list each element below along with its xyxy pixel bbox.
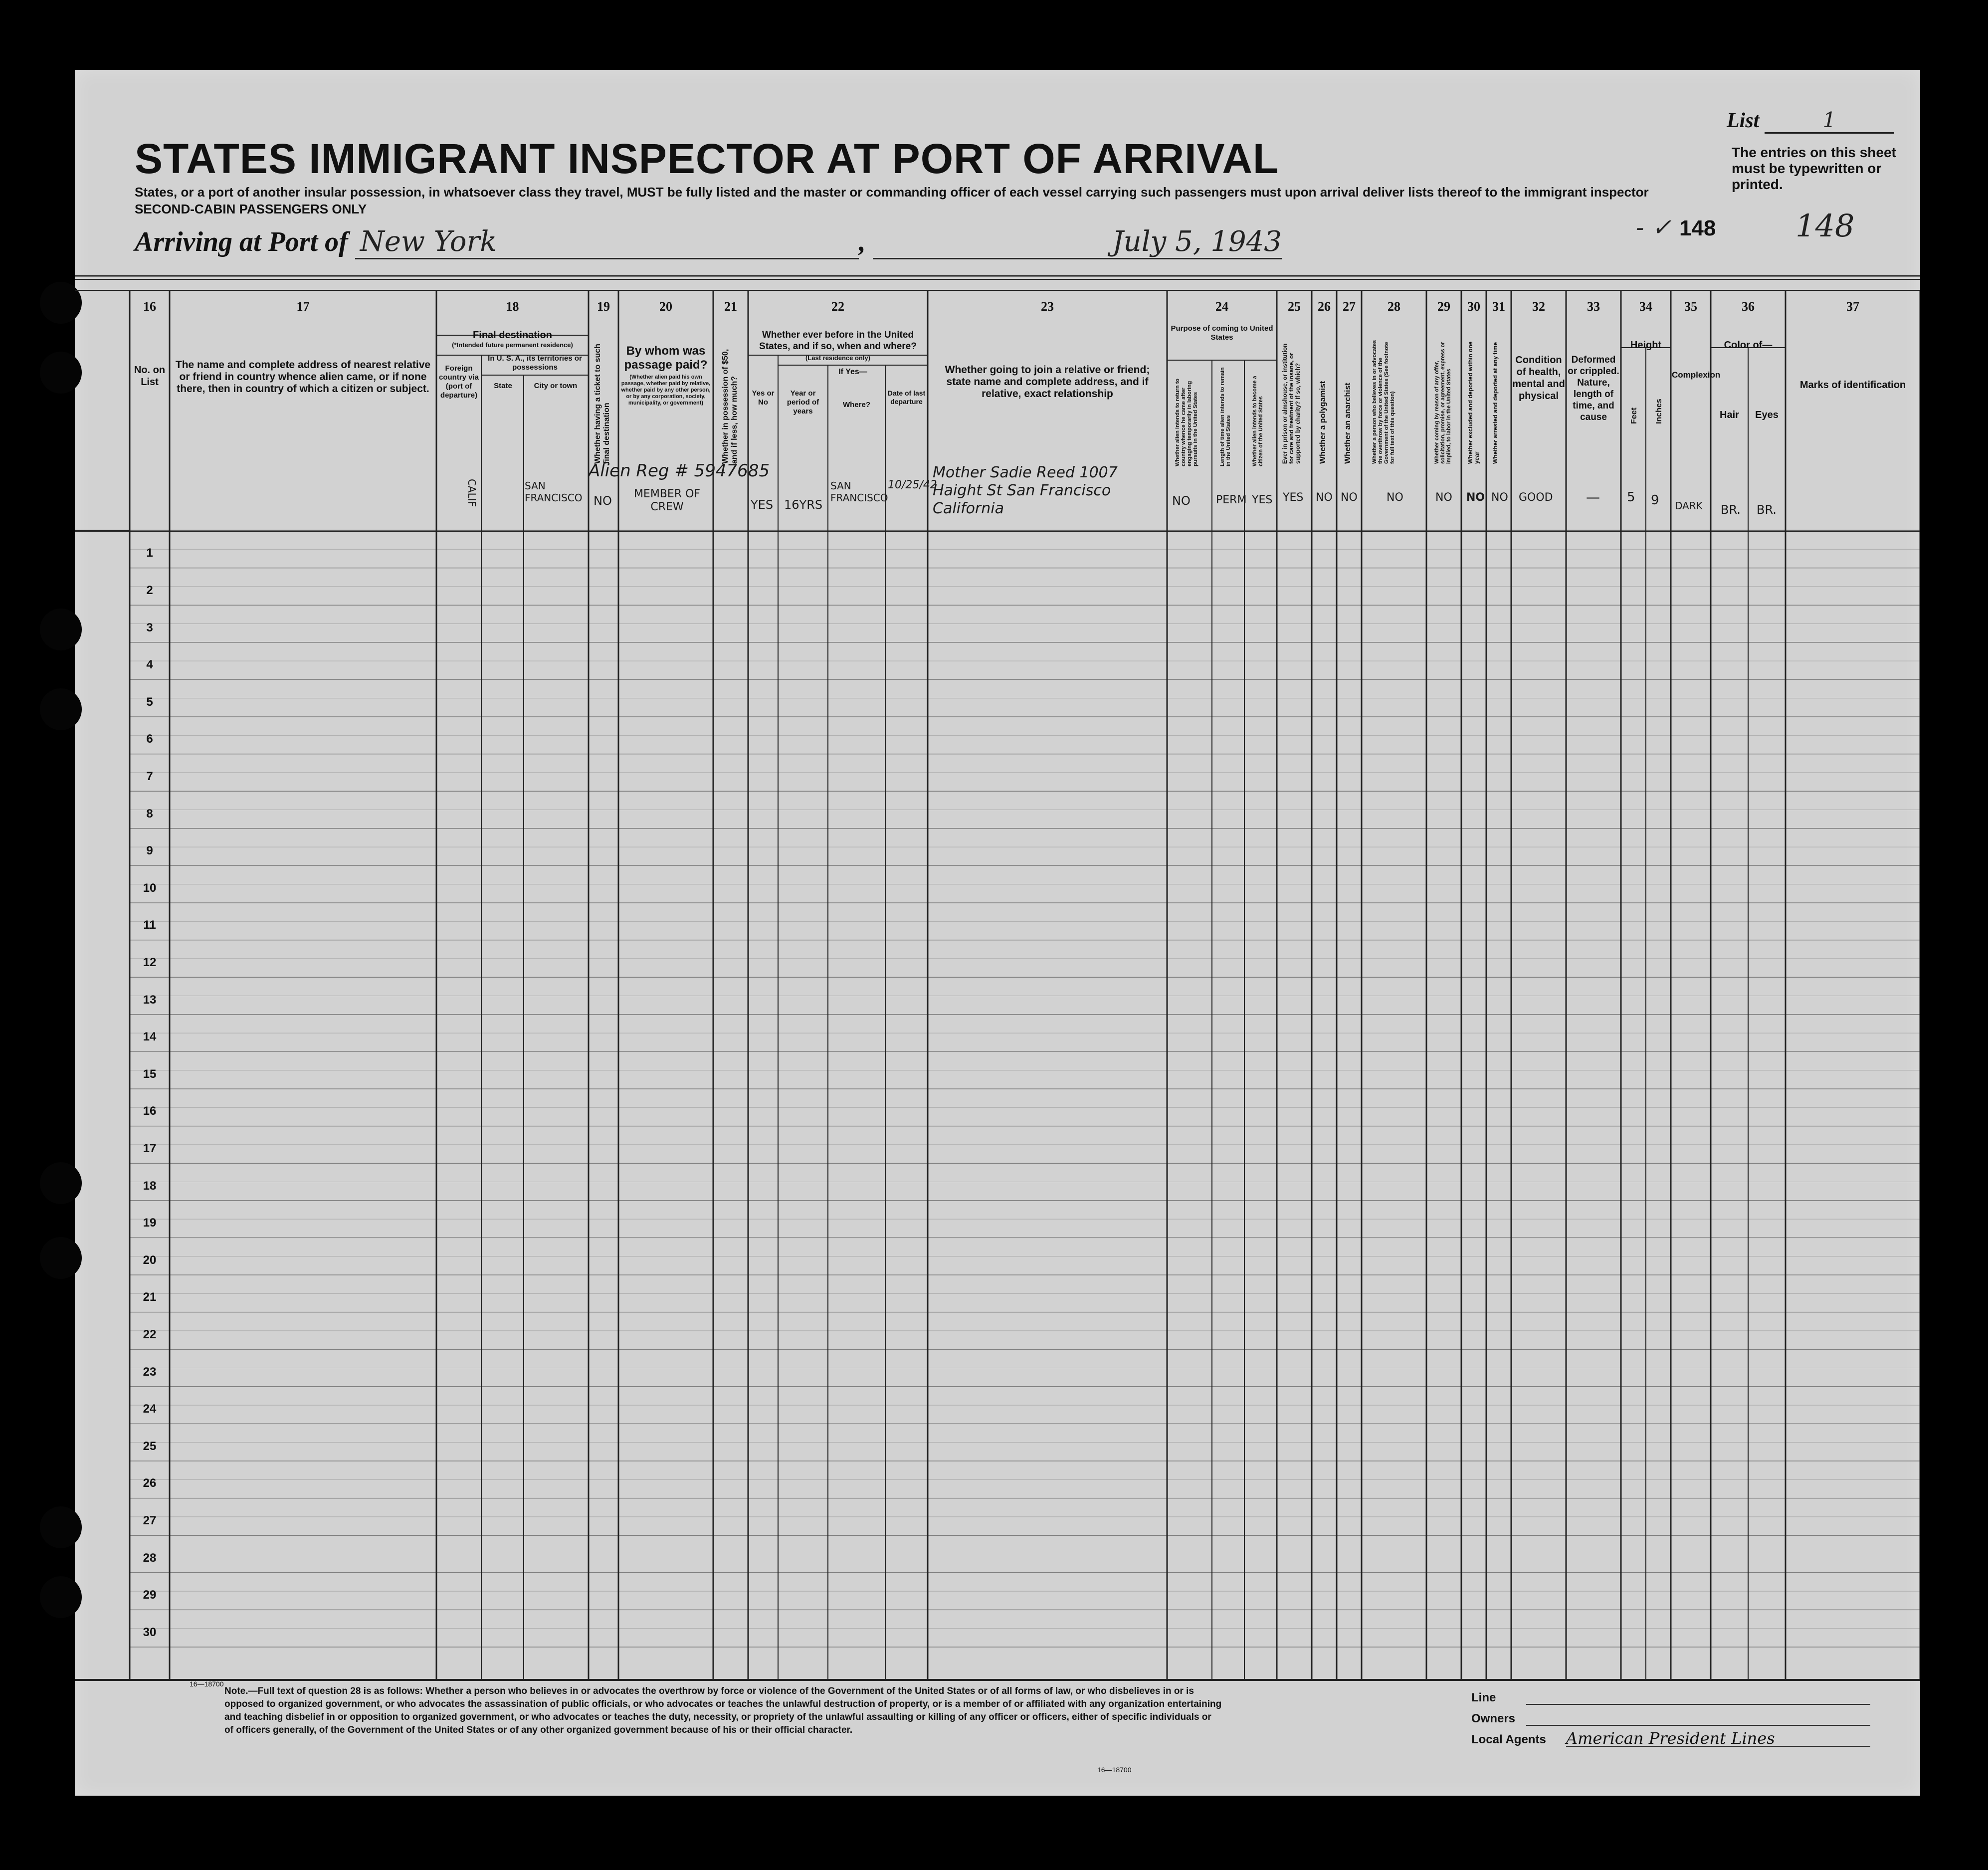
header-foreign-country: Foreign country via (port of departure) (438, 364, 479, 400)
column-number: 26 (1318, 299, 1331, 314)
row-number: 26 (143, 1476, 157, 1490)
row-number: 20 (143, 1253, 157, 1267)
header-ticket: Whether having a ticket to such final destination (594, 344, 611, 464)
column-number: 37 (1846, 299, 1859, 314)
intro-text (135, 184, 1656, 217)
typewritten-note: The entries on this sheet must be typewritten or printed. (1732, 145, 1896, 192)
entry-anarchist: NO (1341, 491, 1358, 504)
header-feet: Feet (1630, 408, 1638, 424)
row-number: 14 (143, 1030, 157, 1044)
column-number: 31 (1492, 299, 1505, 314)
column-number: 34 (1639, 299, 1652, 314)
entry-labor-offer: NO (1435, 491, 1452, 504)
row-number: 24 (143, 1402, 157, 1416)
column-number: 22 (831, 299, 844, 314)
footnote-question-28: Note.—Full text of question 28 is as follows: Whether a person who believes in or advocates the overthrow by force or violence of the Government of the United States or of all forms of law, or who disbelieves in or is opposed to organized government, or who advocates the assassination of public officials, or who advocates or teaches the unlawful destruction of property, or is a member of or affiliated with any organization entertaining and teaching disbelief in or opposition to organized government, or who advocates or teaches the duty, necessity, or propriety of the unlawful assaulting or killing of any officer or officers, either of specific individuals or of officers generally, of the Government of the United States or of any other organized government because of his or their official character. (224, 1686, 1222, 1735)
ever-before-label: Whether ever before in the United States, and if so, when and where? (759, 330, 917, 352)
passage-paid-label: By whom was passage paid? (624, 344, 708, 372)
entry-eyes: BR. (1757, 503, 1777, 517)
column-number: 19 (597, 299, 610, 314)
column-number: 30 (1467, 299, 1480, 314)
arrival-date: July 5, 1943 (873, 225, 1282, 259)
passage-paid-sub: (Whether alien paid his own passage, whether paid by relative, whether paid by any other person, or by any corporation, society, municipality, or government) (621, 374, 711, 406)
header-polygamist: Whether a polygamist (1319, 381, 1327, 464)
sheet-number-handwritten: 148 (1795, 208, 1855, 244)
row-number: 11 (143, 918, 156, 932)
entry-overthrow: NO (1387, 491, 1403, 504)
row-number: 9 (146, 844, 153, 858)
row-number: 28 (143, 1551, 157, 1565)
row-number: 12 (143, 955, 157, 969)
row-number: 25 (143, 1439, 157, 1453)
column-number: 23 (1041, 299, 1054, 314)
header-yes-no: Yes or No (752, 389, 775, 407)
entry-purpose-b: PERM (1216, 494, 1247, 506)
header-final-destination (436, 329, 589, 349)
intro-class: SECOND-CABIN PASSENGERS ONLY (135, 202, 367, 216)
owners-label: Owners (1471, 1712, 1516, 1725)
header-hair: Hair (1720, 410, 1739, 420)
row-number: 10 (143, 881, 157, 895)
row-number: 13 (143, 993, 157, 1007)
column-number: 16 (143, 299, 156, 314)
column-number: 24 (1215, 299, 1228, 314)
header-no-on-list: No. on List (134, 365, 166, 388)
column-number: 17 (296, 299, 310, 314)
column-number: 20 (659, 299, 672, 314)
header-passage-paid (621, 344, 711, 407)
arriving-label: Arriving at Port of (135, 226, 348, 257)
line-info (1471, 1684, 1870, 1747)
header-year-period: Year or period of years (787, 389, 819, 416)
row-number: 21 (143, 1290, 157, 1304)
column-number: 28 (1388, 299, 1400, 314)
manifest-sheet (75, 70, 1920, 1796)
header-anarchist: Whether an anarchist (1344, 383, 1352, 464)
row-number: 19 (143, 1216, 157, 1230)
header-purpose-c: Whether alien intends to become a citizen of the United States (1252, 376, 1264, 466)
sheet-number-stamped: 148 (1679, 216, 1716, 240)
entry-ever-before: YES (751, 498, 774, 512)
header-where: Where? (842, 401, 870, 409)
column-number: 29 (1437, 299, 1450, 314)
entry-polygamist: NO (1316, 491, 1333, 504)
entry-where: SAN FRANCISCO (830, 480, 888, 504)
header-health: Condition of health, mental and physical (1512, 355, 1565, 402)
header-date-departure: Date of last departure (887, 389, 926, 406)
header-in-usa: In U. S. A., its territories or possessions (488, 354, 582, 372)
header-state: State (494, 382, 512, 390)
entry-deformed: — (1586, 489, 1600, 505)
header-city: City or town (534, 382, 578, 390)
header-purpose-b: Length of time alien intends to remain in the United States (1219, 367, 1231, 466)
arrival-port: New York (355, 225, 859, 259)
entry-health: GOOD (1519, 491, 1553, 504)
owners-field (1471, 1705, 1870, 1726)
header-purpose: Purpose of coming to United States (1171, 324, 1273, 342)
row-number: 7 (146, 769, 153, 783)
entry-excluded: NO (1466, 491, 1485, 504)
row-number: 17 (143, 1141, 157, 1155)
line-field (1471, 1684, 1870, 1705)
row-number: 2 (146, 583, 153, 597)
agents-value: American President Lines (1566, 1729, 1870, 1747)
sheet-number-stamp: - ✓ 148 (1636, 213, 1716, 241)
column-number: 32 (1532, 299, 1545, 314)
header-labor-offer: Whether coming by reason of any offer, solicitation, promise, or agreement, express or implied, to labor in the United States (1434, 342, 1452, 464)
row-number: 15 (143, 1067, 157, 1081)
ever-before-sub: (Last residence only) (805, 354, 871, 362)
row-number: 23 (143, 1365, 157, 1379)
header-purpose-a: Whether alien intends to return to country whence he came after engaging temporarily in laboring pursuits in the United States (1175, 378, 1198, 466)
list-number-value: 1 (1765, 108, 1894, 134)
header-ever-before (751, 329, 925, 364)
page-title: STATES IMMIGRANT INSPECTOR AT PORT OF ARRIVAL (135, 135, 1279, 182)
row-number: 6 (146, 732, 153, 746)
header-deformed: Deformed or crippled. Nature, length of time, and cause (1568, 355, 1619, 422)
entry-hair: BR. (1721, 503, 1741, 517)
final-destination-label: Final destination (473, 330, 552, 341)
row-number: 16 (143, 1104, 157, 1118)
final-destination-sub: (*Intended future permanent residence) (452, 341, 573, 349)
list-number (1727, 108, 1894, 134)
column-number: 27 (1343, 299, 1356, 314)
header-marks: Marks of identification (1799, 380, 1906, 391)
header-excluded: Whether excluded and deported within one year (1467, 341, 1480, 464)
entry-purpose-a: NO (1172, 494, 1191, 508)
entry-date-departure: 10/25/42 (888, 479, 937, 491)
entry-city: SAN FRANCISCO (525, 480, 583, 504)
row-number: 27 (143, 1513, 157, 1527)
column-number: 36 (1742, 299, 1755, 314)
header-color-of: Color of— (1724, 340, 1773, 351)
arrival-line: Arriving at Port of New York , July 5, 1943 (135, 225, 1282, 259)
row-number: 4 (146, 658, 153, 672)
row-number: 3 (146, 621, 153, 634)
entry-prison: YES (1283, 491, 1304, 504)
header-eyes: Eyes (1755, 410, 1779, 420)
row-number: 22 (143, 1327, 157, 1341)
header-join-relative: Whether going to join a relative or friend; state name and complete address, and if relative, exact relationship (945, 364, 1150, 400)
column-number: 35 (1684, 299, 1697, 314)
entry-paid-by: MEMBER OF CREW (633, 488, 701, 513)
entry-complexion: DARK (1675, 500, 1703, 512)
row-number: 5 (146, 695, 153, 709)
intro-line: States, or a port of another insular possession, in whatsoever class they travel, MUST be fully listed and the master or commanding officer of each vessel carrying such passengers must upon arrival deliver lists thereof to the immigrant inspector (135, 185, 1649, 200)
entry-alien-registration: Alien Reg # 5947685 (589, 461, 770, 481)
list-label: List (1727, 109, 1760, 132)
column-number: 33 (1587, 299, 1600, 314)
entry-arrested: NO (1491, 491, 1508, 504)
row-number: 30 (143, 1625, 157, 1639)
column-number: 25 (1288, 299, 1301, 314)
entry-inches: 9 (1651, 493, 1659, 508)
entry-period: 16YRS (784, 498, 823, 512)
header-fifty-dollars: Whether in possession of $50, and if less, how much? (721, 349, 739, 464)
row-number: 29 (143, 1588, 157, 1602)
entry-ticket: NO (594, 494, 612, 508)
header-arrested: Whether arrested and deported at any time (1492, 342, 1499, 464)
form-number-footer: 16—18700 (1097, 1766, 1132, 1774)
entry-purpose-c: YES (1252, 494, 1273, 506)
owners-value (1526, 1708, 1870, 1726)
entry-feet: 5 (1627, 490, 1635, 505)
header-overthrow: Whether a person who believes in or advocates the overthrow by force or violence of the Government of the United States (See footnote for full text of this question) (1372, 340, 1395, 464)
header-prison: Ever in prison or almshouse, or institution for care and treatment of the insane, or supported by charity? If so, which? (1281, 343, 1301, 464)
header-height: Height (1630, 340, 1662, 351)
header-nearest-relative: The name and complete address of nearest relative or friend in country whence alien came, or if none there, then in country of which a citizen or subject. (175, 359, 431, 395)
form-number-grid: 16—18700 (190, 1680, 224, 1688)
row-number: 8 (146, 807, 153, 821)
column-number: 18 (506, 299, 519, 314)
header-if-yes: If Yes— (838, 368, 867, 376)
row-number: 18 (143, 1179, 157, 1193)
entry-join-relative: Mother Sadie Reed 1007 Haight St San Francisco California (933, 464, 1118, 517)
column-number: 21 (724, 299, 737, 314)
agents-field (1471, 1726, 1870, 1747)
header-inches: Inches (1655, 399, 1663, 424)
entry-state: CALIF (466, 479, 478, 507)
row-number: 1 (146, 546, 153, 560)
header-complexion: Complexion (1672, 370, 1721, 380)
agents-label: Local Agents (1471, 1733, 1546, 1746)
line-value (1526, 1687, 1870, 1705)
line-label: Line (1471, 1691, 1496, 1704)
